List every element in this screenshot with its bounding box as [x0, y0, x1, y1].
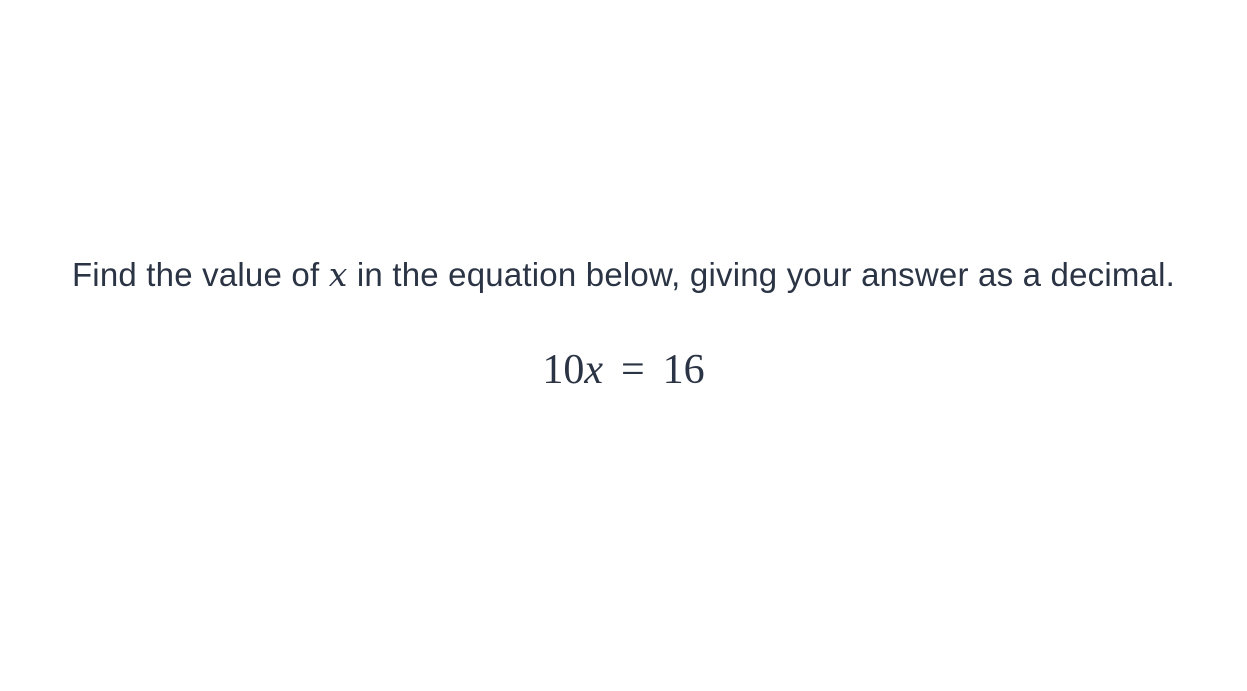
equation-coefficient: 10 [542, 347, 585, 393]
equation [60, 345, 1187, 395]
equation-rhs: 16 [662, 347, 705, 393]
question-prompt [60, 250, 1187, 299]
question-block [60, 250, 1187, 395]
equation-operator: = [620, 347, 645, 393]
prompt-variable: x [328, 255, 348, 294]
equation-variable: x [584, 347, 603, 393]
prompt-text-before: Find the value of [71, 256, 320, 293]
prompt-text-after: in the equation below, giving your answer as a decimal. [356, 256, 1176, 293]
